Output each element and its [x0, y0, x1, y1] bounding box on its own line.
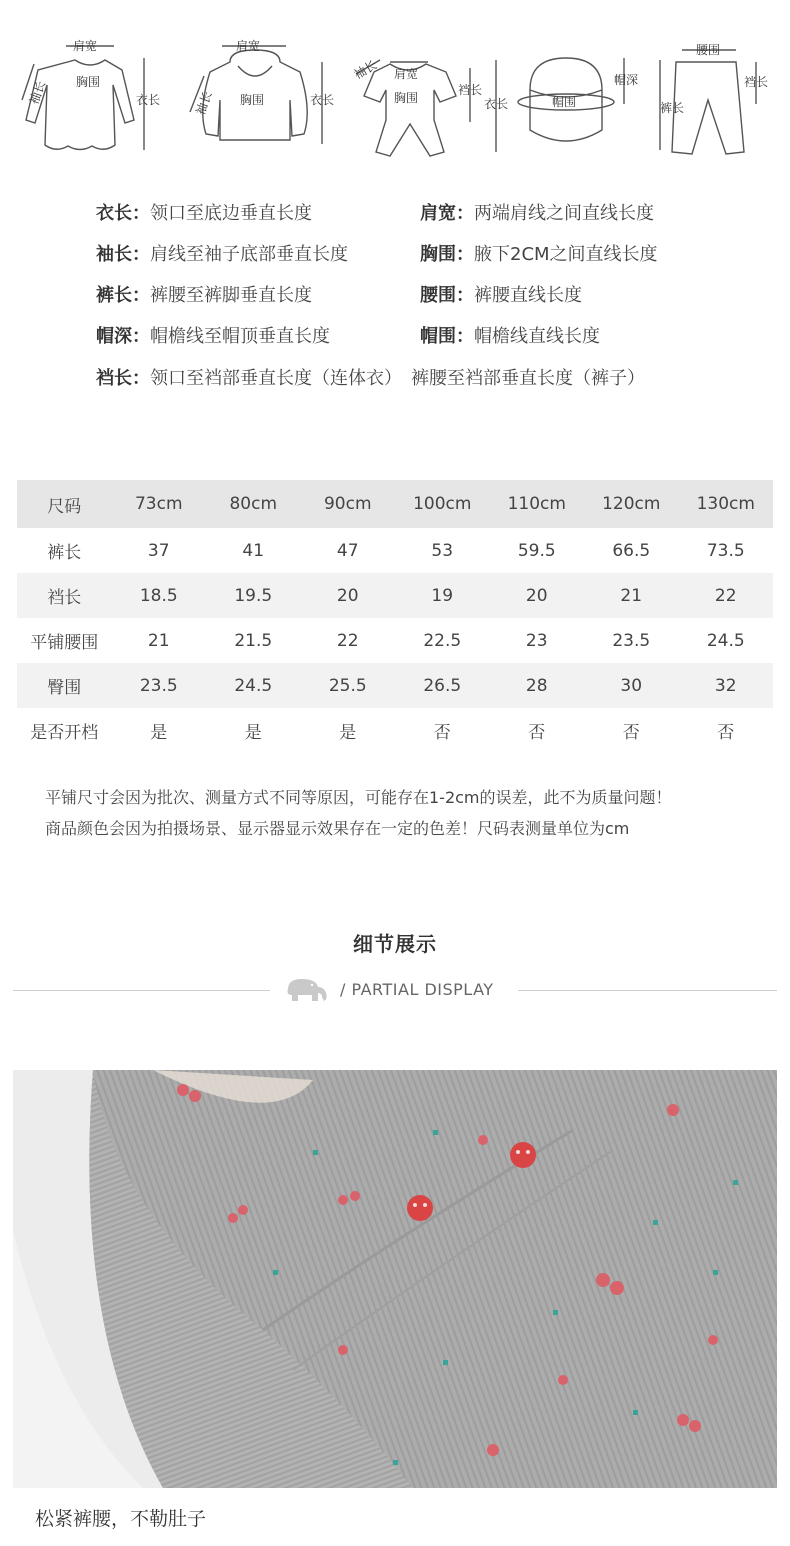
detail-photo — [13, 1070, 777, 1488]
romper-chest-label: 胸围 — [394, 91, 419, 105]
definition-item: 衣长：领口至底边垂直长度 — [96, 203, 312, 224]
table-cell: 裤长 — [47, 543, 82, 563]
romper-crotch-label: 裆长 — [458, 83, 483, 97]
romper-diagram — [356, 60, 496, 156]
table-cell: 21 — [147, 630, 170, 651]
size-notes — [45, 782, 672, 844]
table-row — [17, 663, 773, 708]
table-cell: 24.5 — [206, 663, 301, 708]
divider-right — [518, 990, 777, 991]
table-row — [17, 618, 773, 663]
photo-caption: 松紧裤腰，不勒肚子 — [35, 1508, 207, 1530]
table-cell: 是 — [244, 723, 262, 743]
table-cell: 21 — [584, 573, 679, 618]
measurement-diagrams — [0, 0, 790, 170]
table-cell: 47 — [336, 540, 359, 561]
table-cell: 否 — [433, 723, 451, 743]
pants-length-label: 裤长 — [660, 101, 685, 115]
hoodie-chest-label: 胸围 — [240, 93, 265, 107]
hoodie-sleeve-label: 袖长 — [193, 89, 215, 117]
table-cell: 否 — [528, 723, 546, 743]
definition-item: 裤长：裤腰至裤脚垂直长度 — [96, 285, 312, 306]
definition-item: 肩宽：两端肩线之间直线长度 — [420, 203, 654, 224]
dress-shoulder-label: 肩宽 — [73, 39, 98, 53]
definition-item: 胸围：腋下2CM之间直线长度 — [420, 244, 658, 265]
table-cell: 22.5 — [423, 630, 462, 651]
table-cell: 平铺腰围 — [30, 633, 99, 653]
table-cell: 裆长 — [17, 573, 112, 618]
table-cell: 19.5 — [206, 573, 301, 618]
dress-sleeve-label: 袖长 — [26, 79, 49, 107]
table-cell: 20 — [301, 573, 396, 618]
table-row — [17, 708, 773, 753]
note-line: 平铺尺寸会因为批次、测量方式不同等原因，可能存在1-2cm的误差，此不为质量问题！ — [45, 788, 672, 807]
section-subtitle: / PARTIAL DISPLAY — [340, 980, 494, 999]
definition-item: 帽深：帽檐线至帽顶垂直长度 — [96, 326, 330, 347]
table-cell: 23.5 — [612, 630, 651, 651]
table-cell: 是 — [339, 723, 357, 743]
romper-shoulder-label: 肩宽 — [394, 67, 419, 81]
column-header: 73cm — [112, 480, 207, 528]
table-cell: 否 — [717, 723, 735, 743]
table-header-row — [17, 480, 773, 528]
column-header: 80cm — [206, 480, 301, 528]
table-cell: 37 — [147, 540, 170, 561]
button-bottom — [407, 1195, 433, 1221]
elephant-icon — [282, 975, 332, 1009]
definition-item: 帽围：帽檐线直线长度 — [420, 326, 600, 347]
table-cell: 32 — [679, 663, 774, 708]
table-cell: 18.5 — [112, 573, 207, 618]
table-cell: 23.5 — [112, 663, 207, 708]
hat-circumference-label: 帽围 — [552, 95, 577, 109]
column-header: 100cm — [395, 480, 490, 528]
table-cell: 是否开档 — [30, 723, 99, 743]
column-header: 110cm — [490, 480, 585, 528]
romper-length-label: 衣长 — [484, 97, 509, 111]
table-cell: 19 — [395, 573, 490, 618]
table-cell: 66.5 — [612, 540, 651, 561]
pants-waist-label: 腰围 — [696, 43, 721, 57]
definition-item: 袖长：肩线至袖子底部垂直长度 — [96, 244, 348, 265]
table-cell: 是 — [150, 723, 168, 743]
table-cell: 53 — [431, 540, 454, 561]
definition-item: 腰围：裤腰直线长度 — [420, 285, 582, 306]
romper-sleeve-label: 袖长 — [351, 57, 380, 82]
table-cell: 否 — [622, 723, 640, 743]
table-row — [17, 528, 773, 573]
note-line: 商品颜色会因为拍摄场景、显示器显示效果存在一定的色差！尺码表测量单位为cm — [45, 819, 630, 838]
column-header: 130cm — [679, 480, 774, 528]
column-header: 90cm — [301, 480, 396, 528]
table-cell: 25.5 — [301, 663, 396, 708]
table-cell: 73.5 — [706, 540, 745, 561]
hat-depth-label: 帽深 — [614, 73, 639, 87]
dress-chest-label: 胸围 — [76, 75, 101, 89]
table-cell: 22 — [336, 630, 359, 651]
table-row — [17, 573, 773, 618]
table-cell: 20 — [490, 573, 585, 618]
table-cell: 30 — [584, 663, 679, 708]
table-cell: 21.5 — [234, 630, 273, 651]
table-cell: 28 — [490, 663, 585, 708]
table-cell: 22 — [679, 573, 774, 618]
column-header: 尺码 — [17, 480, 112, 528]
hoodie-length-label: 衣长 — [310, 93, 335, 107]
table-cell: 41 — [242, 540, 265, 561]
button-top — [510, 1142, 536, 1168]
size-table — [17, 480, 773, 753]
divider-left — [13, 990, 270, 991]
dress-length-label: 衣长 — [136, 93, 161, 107]
table-cell: 24.5 — [706, 630, 745, 651]
table-cell: 26.5 — [395, 663, 490, 708]
table-cell: 臀围 — [17, 663, 112, 708]
hoodie-shoulder-label: 肩宽 — [236, 39, 261, 53]
section-title: 细节展示 — [353, 932, 437, 956]
column-header: 120cm — [584, 480, 679, 528]
definition-item: 裆长：领口至裆部垂直长度（连体衣） 裤腰至裆部垂直长度（裤子） — [96, 368, 645, 389]
pants-crotch-label: 裆长 — [744, 75, 769, 89]
table-cell: 59.5 — [517, 540, 556, 561]
table-cell: 23 — [525, 630, 548, 651]
